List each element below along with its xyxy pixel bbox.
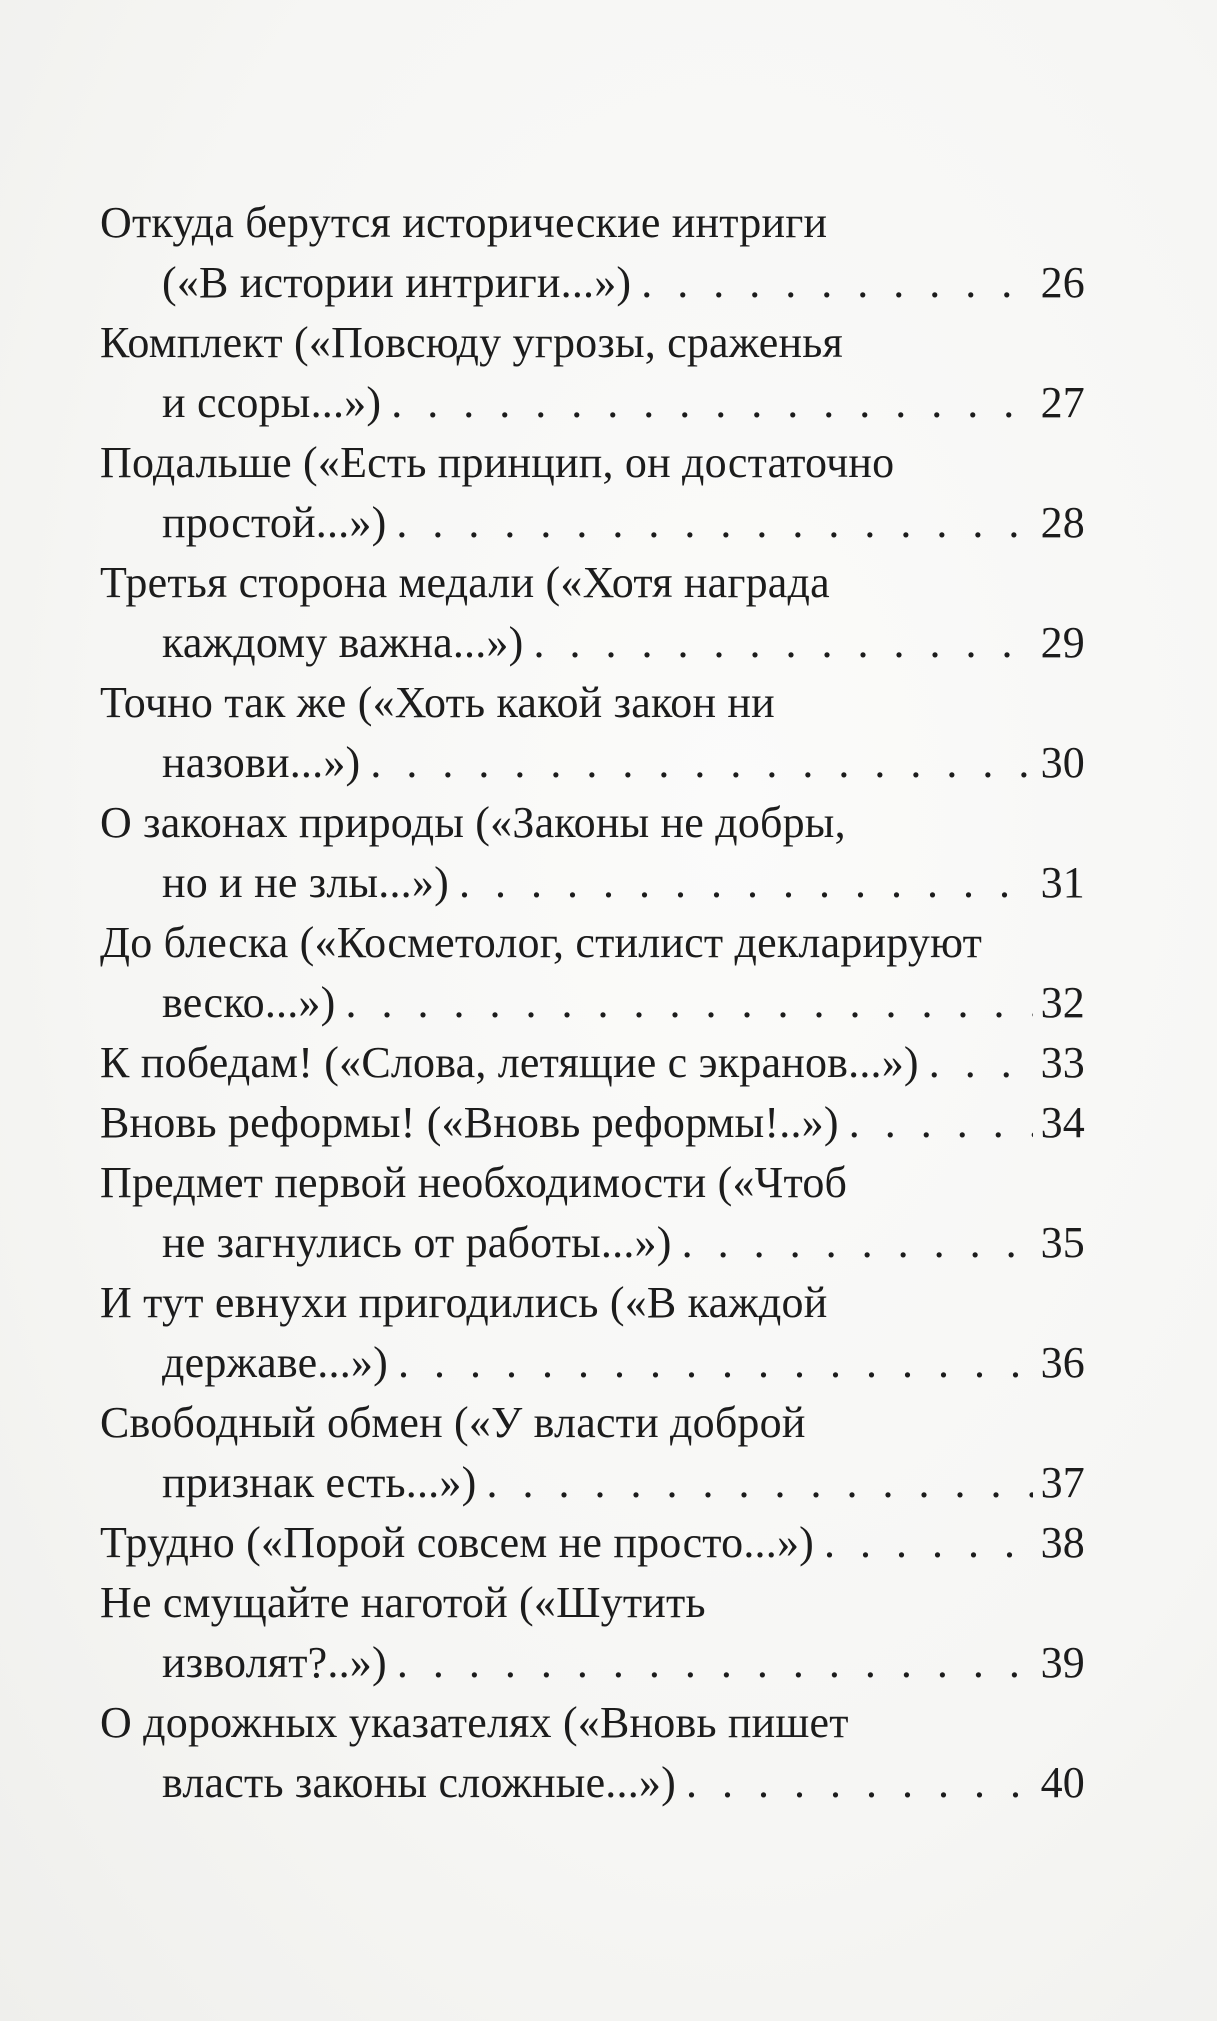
toc-page-number: 35 bbox=[1040, 1218, 1085, 1267]
toc-entry-title: До блеска («Косметолог, стилист декларируют bbox=[100, 918, 983, 967]
toc-page-number: 29 bbox=[1040, 618, 1085, 667]
toc-entry-title: Комплект («Повсюду угрозы, сраженья bbox=[100, 318, 843, 367]
toc-page-number: 30 bbox=[1040, 738, 1085, 787]
toc-page-number: 39 bbox=[1040, 1638, 1085, 1687]
toc-entry bbox=[100, 1093, 1085, 1153]
toc-entry-title: К победам! («Слова, летящие с экранов...») bbox=[100, 1038, 919, 1087]
toc-entry-title-continued: («В истории интриги...») bbox=[162, 258, 632, 307]
toc-entry-title: Откуда берутся исторические интриги bbox=[100, 198, 828, 247]
toc-page-number: 40 bbox=[1040, 1758, 1085, 1807]
toc-entry-title: О законах природы («Законы не добры, bbox=[100, 798, 846, 847]
toc-entry-title-continued: назови...») bbox=[162, 738, 361, 787]
toc-entry bbox=[100, 553, 1085, 673]
dot-leader bbox=[391, 373, 1032, 433]
dot-leader bbox=[459, 853, 1033, 913]
table-of-contents bbox=[100, 193, 1085, 1813]
toc-entry bbox=[100, 1153, 1085, 1273]
toc-entry bbox=[100, 1393, 1085, 1513]
toc-page-number: 36 bbox=[1040, 1338, 1085, 1387]
toc-entry bbox=[100, 1273, 1085, 1393]
toc-page-number: 32 bbox=[1040, 978, 1085, 1027]
toc-entry bbox=[100, 1513, 1085, 1573]
dot-leader bbox=[370, 733, 1032, 793]
toc-entry-title: И тут евнухи пригодились («В каждой bbox=[100, 1278, 828, 1327]
dot-leader bbox=[824, 1513, 1033, 1573]
toc-page-number: 33 bbox=[1040, 1038, 1085, 1087]
toc-entry bbox=[100, 793, 1085, 913]
toc-entry-title: О дорожных указателях («Вновь пишет bbox=[100, 1698, 849, 1747]
toc-entry bbox=[100, 913, 1085, 1033]
dot-leader bbox=[534, 613, 1033, 673]
toc-entry bbox=[100, 313, 1085, 433]
toc-entry bbox=[100, 1693, 1085, 1813]
toc-entry-title-continued: признак есть...») bbox=[162, 1458, 477, 1507]
toc-page-number: 28 bbox=[1040, 498, 1085, 547]
toc-entry-title-continued: не загнулись от работы...») bbox=[162, 1218, 672, 1267]
toc-page-number: 34 bbox=[1040, 1098, 1085, 1147]
dot-leader bbox=[398, 1333, 1033, 1393]
toc-entry bbox=[100, 433, 1085, 553]
dot-leader bbox=[486, 1453, 1032, 1513]
toc-entry-title: Трудно («Порой совсем не просто...») bbox=[100, 1518, 814, 1567]
toc-entry-title: Предмет первой необходимости («Чтоб bbox=[100, 1158, 848, 1207]
toc-entry-title: Подальше («Есть принцип, он достаточно bbox=[100, 438, 895, 487]
toc-entry-title: Свободный обмен («У власти доброй bbox=[100, 1398, 806, 1447]
toc-entry-title: Третья сторона медали («Хотя награда bbox=[100, 558, 830, 607]
toc-page-number: 31 bbox=[1040, 858, 1085, 907]
toc-entry-title-continued: власть законы сложные...») bbox=[162, 1758, 676, 1807]
dot-leader bbox=[345, 973, 1032, 1033]
toc-entry-title: Точно так же («Хоть какой закон ни bbox=[100, 678, 775, 727]
toc-entry-title: Вновь реформы! («Вновь реформы!..») bbox=[100, 1098, 839, 1147]
toc-entry-title-continued: простой...») bbox=[162, 498, 387, 547]
dot-leader bbox=[396, 493, 1032, 553]
dot-leader bbox=[397, 1633, 1033, 1693]
toc-entry-title-continued: и ссоры...») bbox=[162, 378, 382, 427]
toc-entry bbox=[100, 1033, 1085, 1093]
toc-entry-title-continued: державе...») bbox=[162, 1338, 388, 1387]
toc-entry bbox=[100, 193, 1085, 313]
toc-page-number: 26 bbox=[1040, 258, 1085, 307]
toc-entry bbox=[100, 673, 1085, 793]
dot-leader bbox=[686, 1753, 1033, 1813]
dot-leader bbox=[849, 1093, 1033, 1153]
toc-entry-title-continued: изволят?..») bbox=[162, 1638, 387, 1687]
toc-entry bbox=[100, 1573, 1085, 1693]
toc-entry-title: Не смущайте наготой («Шутить bbox=[100, 1578, 706, 1627]
toc-entry-title-continued: каждому важна...») bbox=[162, 618, 524, 667]
dot-leader bbox=[929, 1033, 1033, 1093]
toc-page-number: 38 bbox=[1040, 1518, 1085, 1567]
toc-page-number: 27 bbox=[1040, 378, 1085, 427]
toc-entry-title-continued: веско...») bbox=[162, 978, 336, 1027]
dot-leader bbox=[641, 253, 1032, 313]
toc-page-number: 37 bbox=[1040, 1458, 1085, 1507]
toc-entry-title-continued: но и не злы...») bbox=[162, 858, 449, 907]
dot-leader bbox=[682, 1213, 1033, 1273]
